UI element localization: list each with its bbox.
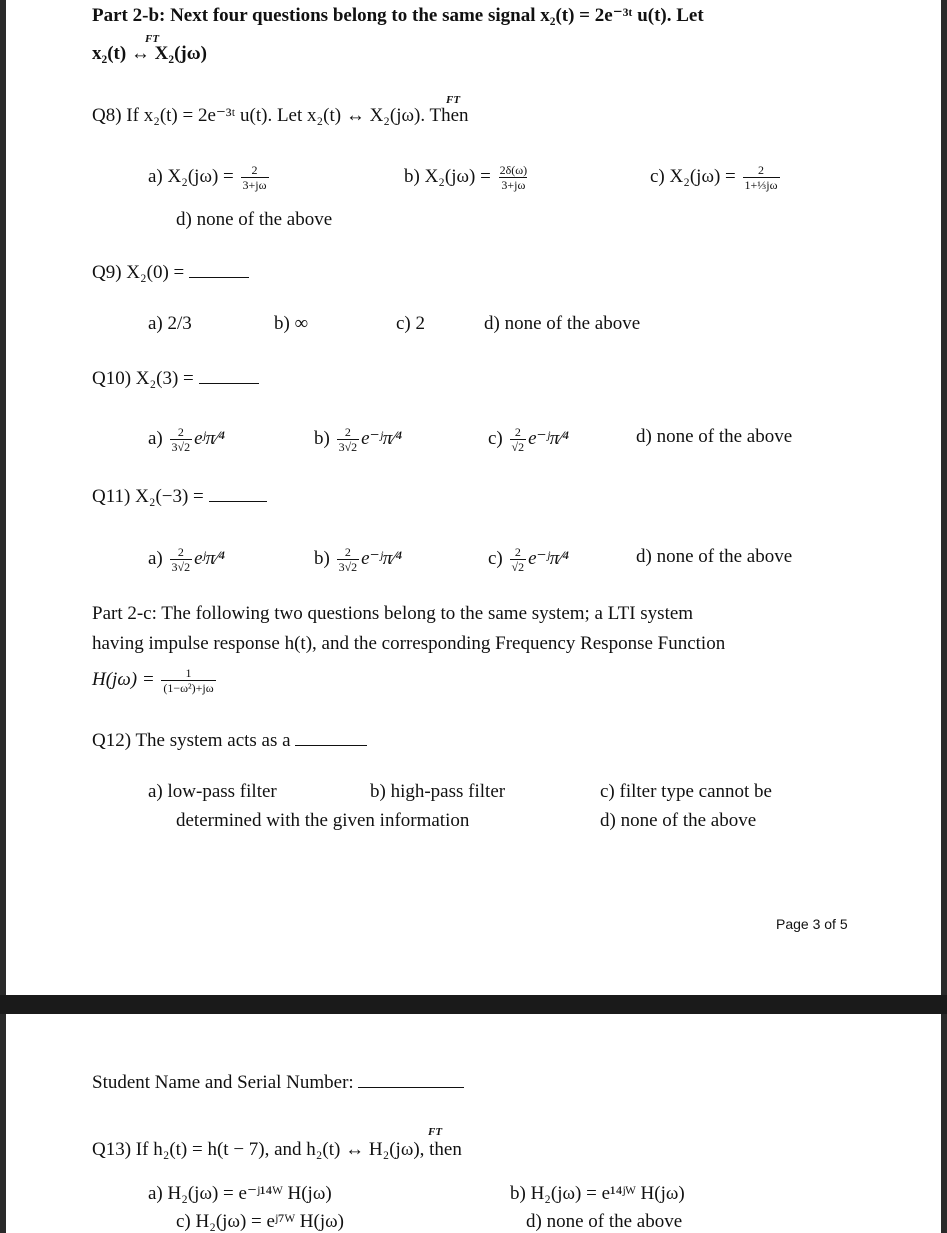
q10-a-fraction (170, 425, 193, 454)
q11-c-den: √2 (511, 560, 525, 574)
q11-a-num: 2 (177, 545, 184, 559)
q11-a-den: 3√2 (171, 560, 191, 574)
exam-page-4-top (6, 1014, 941, 1233)
q8-ft-label: FT (446, 94, 461, 106)
q10-a-num: 2 (177, 425, 184, 439)
q8-option-a (148, 163, 271, 192)
q11-b-exp: e⁻ʲπ⁄⁴ (361, 547, 403, 569)
exam-page-3 (6, 0, 941, 995)
q13-option-d: d) none of the above (526, 1211, 683, 1232)
part2c-line1 (92, 602, 693, 626)
q13-option-a: a) H₂(jω) = e⁻ʲ¹⁴ᵂ H(jω) (148, 1183, 332, 1204)
q8-a-pre: a) X₂(jω) = (148, 165, 234, 187)
q10-b-exp: e⁻ʲπ⁄⁴ (361, 427, 403, 449)
q10-b-label: b) (314, 427, 330, 449)
q11-option-b (314, 545, 402, 574)
q10-b-fraction (337, 425, 360, 454)
part2c-h-pre: H(jω) = (92, 668, 155, 690)
q11-option-d: d) none of the above (636, 546, 793, 567)
q10-option-c (488, 425, 569, 454)
q13-ft-label: FT (428, 1126, 443, 1138)
q9-stem (92, 261, 249, 285)
part2b-pair: x₂(t) ↔ X₂(jω) (92, 43, 207, 64)
q12-option-a-continuation: determined with the given information (176, 810, 470, 831)
q11-c-num: 2 (514, 545, 521, 559)
q12-stem-text: Q12) The system acts as a (92, 730, 291, 751)
q8-option-b (404, 163, 531, 192)
q11-b-label: b) (314, 547, 330, 569)
q12-answer-blank (295, 729, 367, 746)
part2c-h-equation (92, 666, 218, 695)
q11-c-fraction (510, 545, 527, 574)
q8-a-den: 3+jω (242, 178, 267, 192)
page-separator (0, 995, 947, 1014)
part2b-heading: Part 2-b: Next four questions belong to the same signal x₂(t) = 2e⁻³ᵗ u(t). Let (92, 5, 704, 26)
q10-option-d: d) none of the above (636, 426, 793, 447)
q9-option-b: b) ∞ (274, 313, 309, 334)
q12-option-a: a) low-pass filter (148, 781, 277, 802)
q13-option-b: b) H₂(jω) = e¹⁴ʲᵂ H(jω) (510, 1183, 685, 1204)
q9-stem-text: Q9) X₂(0) = (92, 262, 185, 283)
part2c-h-num: 1 (185, 666, 192, 680)
part2b-ft-label: FT (145, 33, 160, 45)
part2c-line2: having impulse response h(t), and the corresponding Frequency Response Function (92, 633, 726, 654)
q11-b-num: 2 (344, 545, 351, 559)
q10-c-num: 2 (514, 425, 521, 439)
q12-option-c: c) filter type cannot be (600, 781, 772, 802)
q8-option-d: d) none of the above (176, 209, 333, 230)
q11-stem-text: Q11) X₂(−3) = (92, 486, 204, 507)
q11-stem (92, 485, 267, 509)
q9-answer-blank (189, 261, 249, 278)
q11-a-label: a) (148, 547, 163, 569)
q8-c-num: 2 (758, 163, 765, 177)
q13-stem: Q13) If h₂(t) = h(t − 7), and h₂(t) ↔ H₂(jω), then (92, 1139, 462, 1160)
q8-option-c (650, 163, 782, 192)
q10-a-label: a) (148, 427, 163, 449)
q11-c-exp: e⁻ʲπ⁄⁴ (528, 547, 569, 569)
q11-b-fraction (337, 545, 360, 574)
q10-option-b (314, 425, 402, 454)
q11-a-exp: eʲπ⁄⁴ (194, 547, 225, 569)
q10-b-den: 3√2 (338, 440, 358, 454)
q9-option-d: d) none of the above (484, 313, 641, 334)
q11-answer-blank (209, 485, 267, 502)
q10-stem (92, 367, 259, 391)
q8-c-den: 1+⅓jω (744, 178, 778, 192)
q8-b-pre: b) X₂(jω) = (404, 165, 491, 187)
q12-option-b: b) high-pass filter (370, 781, 506, 802)
q8-b-num: 2δ(ω) (499, 163, 528, 177)
q11-option-a (148, 545, 225, 574)
q11-a-fraction (170, 545, 193, 574)
q10-c-fraction (510, 425, 527, 454)
student-name-text: Student Name and Serial Number: (92, 1072, 354, 1093)
q10-a-den: 3√2 (171, 440, 191, 454)
part2c-h-den: (1−ω²)+jω (163, 681, 214, 695)
q10-a-exp: eʲπ⁄⁴ (194, 427, 225, 449)
student-name-blank (358, 1071, 464, 1088)
q8-c-fraction (743, 163, 780, 192)
page-number: Page 3 of 5 (776, 916, 848, 932)
q8-a-fraction (241, 163, 269, 192)
q12-option-d: d) none of the above (600, 810, 757, 831)
q11-option-c (488, 545, 569, 574)
q13-option-c: c) H₂(jω) = eʲ⁷ᵂ H(jω) (176, 1211, 344, 1232)
part2c-h-fraction (161, 666, 215, 695)
q8-b-den: 3+jω (501, 178, 526, 192)
q12-stem (92, 729, 367, 753)
q8-a-num: 2 (251, 163, 258, 177)
part2c-line1-text: Part 2-c: The following two questions belong to the same system; a LTI system (92, 603, 694, 624)
q10-answer-blank (199, 367, 259, 384)
q10-c-den: √2 (511, 440, 525, 454)
q8-b-fraction (498, 163, 530, 192)
student-name-label (92, 1071, 464, 1095)
q8-stem: Q8) If x₂(t) = 2e⁻³ᵗ u(t). Let x₂(t) ↔ X₂(jω). Then (92, 105, 469, 126)
q8-c-pre: c) X₂(jω) = (650, 165, 736, 187)
q9-option-c: c) 2 (396, 313, 426, 334)
q10-stem-text: Q10) X₂(3) = (92, 368, 194, 389)
q9-option-a: a) 2/3 (148, 313, 192, 334)
q10-c-exp: e⁻ʲπ⁄⁴ (528, 427, 569, 449)
q10-b-num: 2 (344, 425, 351, 439)
q11-c-label: c) (488, 547, 503, 569)
q10-option-a (148, 425, 225, 454)
q10-c-label: c) (488, 427, 503, 449)
q11-b-den: 3√2 (338, 560, 358, 574)
